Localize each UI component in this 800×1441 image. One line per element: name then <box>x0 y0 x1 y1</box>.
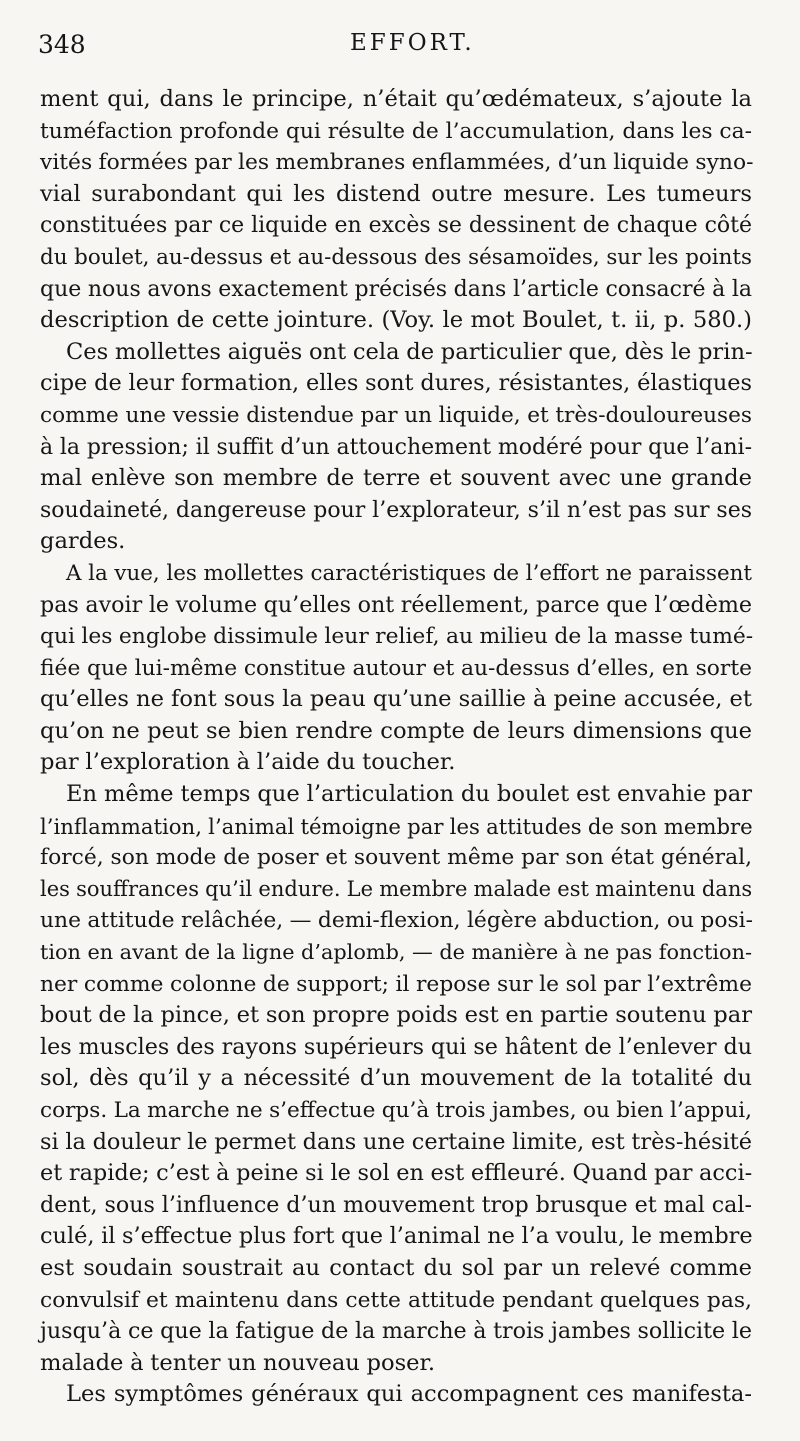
text-line: malade à tenter un nouveau poser. <box>40 1349 436 1376</box>
text-line: forcé, son mode de poser et souvent même par son état général, <box>40 845 752 871</box>
text-line: qu’elles ne font sous la peau qu’une saillie à peine accusée, et <box>40 686 752 713</box>
text-line: et rapide; c’est à peine si le sol en est effleuré. Quand par acci- <box>40 1160 753 1187</box>
text-line: l’inflammation, l’animal témoigne par les attitudes de son membre <box>40 813 753 839</box>
text-line: cipe de leur formation, elles sont dures, résistantes, élastiques <box>40 370 752 397</box>
text-line: vités formées par les membranes enflammées, d’un liquide syno- <box>40 150 754 176</box>
text-line: du boulet, au-dessus et au-dessous des sésamoïdes, sur les points <box>40 244 752 270</box>
text-line: dent, sous l’influence d’un mouvement trop brusque et mal cal- <box>40 1191 752 1218</box>
text-line: sol, dès qu’il y a nécessité d’un mouvement de la totalité du <box>40 1065 752 1092</box>
text-line: culé, il s’effectue plus fort que l’animal ne l’a voulu, le membre <box>40 1223 753 1250</box>
text-line: A la vue, les mollettes caractéristiques de l’effort ne paraissent <box>66 560 752 586</box>
text-line: qu’on ne peut se bien rendre compte de leurs dimensions que <box>40 717 752 744</box>
text-line: jusqu’à ce que la fatigue de la marche à trois jambes sollicite le <box>40 1318 752 1345</box>
page-header <box>38 30 762 60</box>
text-line: corps. La marche ne s’effectue qu’à trois jambes, ou bien l’appui, <box>40 1098 752 1123</box>
text-line: constituées par ce liquide en excès se dessinent de chaque côté <box>40 213 752 239</box>
running-title: EFFORT. <box>350 30 475 56</box>
text-line: si la douleur le permet dans une certaine limite, est très-hésité <box>40 1128 752 1155</box>
text-line: par l’exploration à l’aide du toucher. <box>40 749 456 776</box>
text-line: à la pression; il suffit d’un attouchement modéré pour que l’ani- <box>40 434 752 460</box>
text-line: description de cette jointure. (Voy. le mot Boulet, t. ii, p. 580.) <box>40 307 752 334</box>
text-line: ner comme colonne de support; il repose sur le sol par l’extrême <box>40 971 752 997</box>
page-number: 348 <box>38 30 86 59</box>
text-line: vial surabondant qui les distend outre mesure. Les tumeurs <box>40 180 752 207</box>
text-line: tuméfaction profonde qui résulte de l’accumulation, dans les ca- <box>40 118 752 144</box>
text-line: fiée que lui-même constitue autour et au-dessus d’elles, en sorte <box>40 655 752 681</box>
text-line: gardes. <box>40 528 126 555</box>
text-line: Ces mollettes aiguës ont cela de particulier que, dès le prin- <box>66 338 753 365</box>
text-line: ment qui, dans le principe, n’était qu’œdémateux, s’ajoute la <box>40 86 752 112</box>
text-line: que nous avons exactement précisés dans l’article consacré à la <box>40 276 752 302</box>
text-line: bout de la pince, et son propre poids est en partie soutenu par <box>40 1002 752 1029</box>
text-line: est soudain soustrait au contact du sol par un relevé comme <box>40 1254 752 1281</box>
text-line: pas avoir le volume qu’elles ont réellement, parce que l’œdème <box>40 591 752 618</box>
text-line: les souffrances qu’il endure. Le membre malade est maintenu dans <box>40 876 753 901</box>
text-line: convulsif et maintenu dans cette attitude pendant quelques pas, <box>40 1287 752 1313</box>
text-line: qui les englobe dissimule leur relief, au milieu de la masse tumé- <box>40 624 754 650</box>
text-line: mal enlève son membre de terre et souvent avec une grande <box>40 465 752 492</box>
text-line: une attitude relâchée, — demi-flexion, légère abduction, ou posi- <box>40 908 754 934</box>
text-line: les muscles des rayons supérieurs qui se hâtent de l’enlever du <box>40 1033 752 1060</box>
text-line: comme une vessie distendue par un liquide, et très-douloureuses <box>40 402 752 428</box>
text-line: Les symptômes généraux qui accompagnent ces manifesta- <box>66 1381 752 1408</box>
text-line: tion en avant de la ligne d’aplomb, — de manière à ne pas fonction- <box>40 940 752 965</box>
text-line: soudaineté, dangereuse pour l’explorateur, s’il n’est pas sur ses <box>40 497 752 523</box>
text-line: En même temps que l’articulation du boulet est envahie par <box>66 781 752 808</box>
text-body <box>40 84 752 1411</box>
